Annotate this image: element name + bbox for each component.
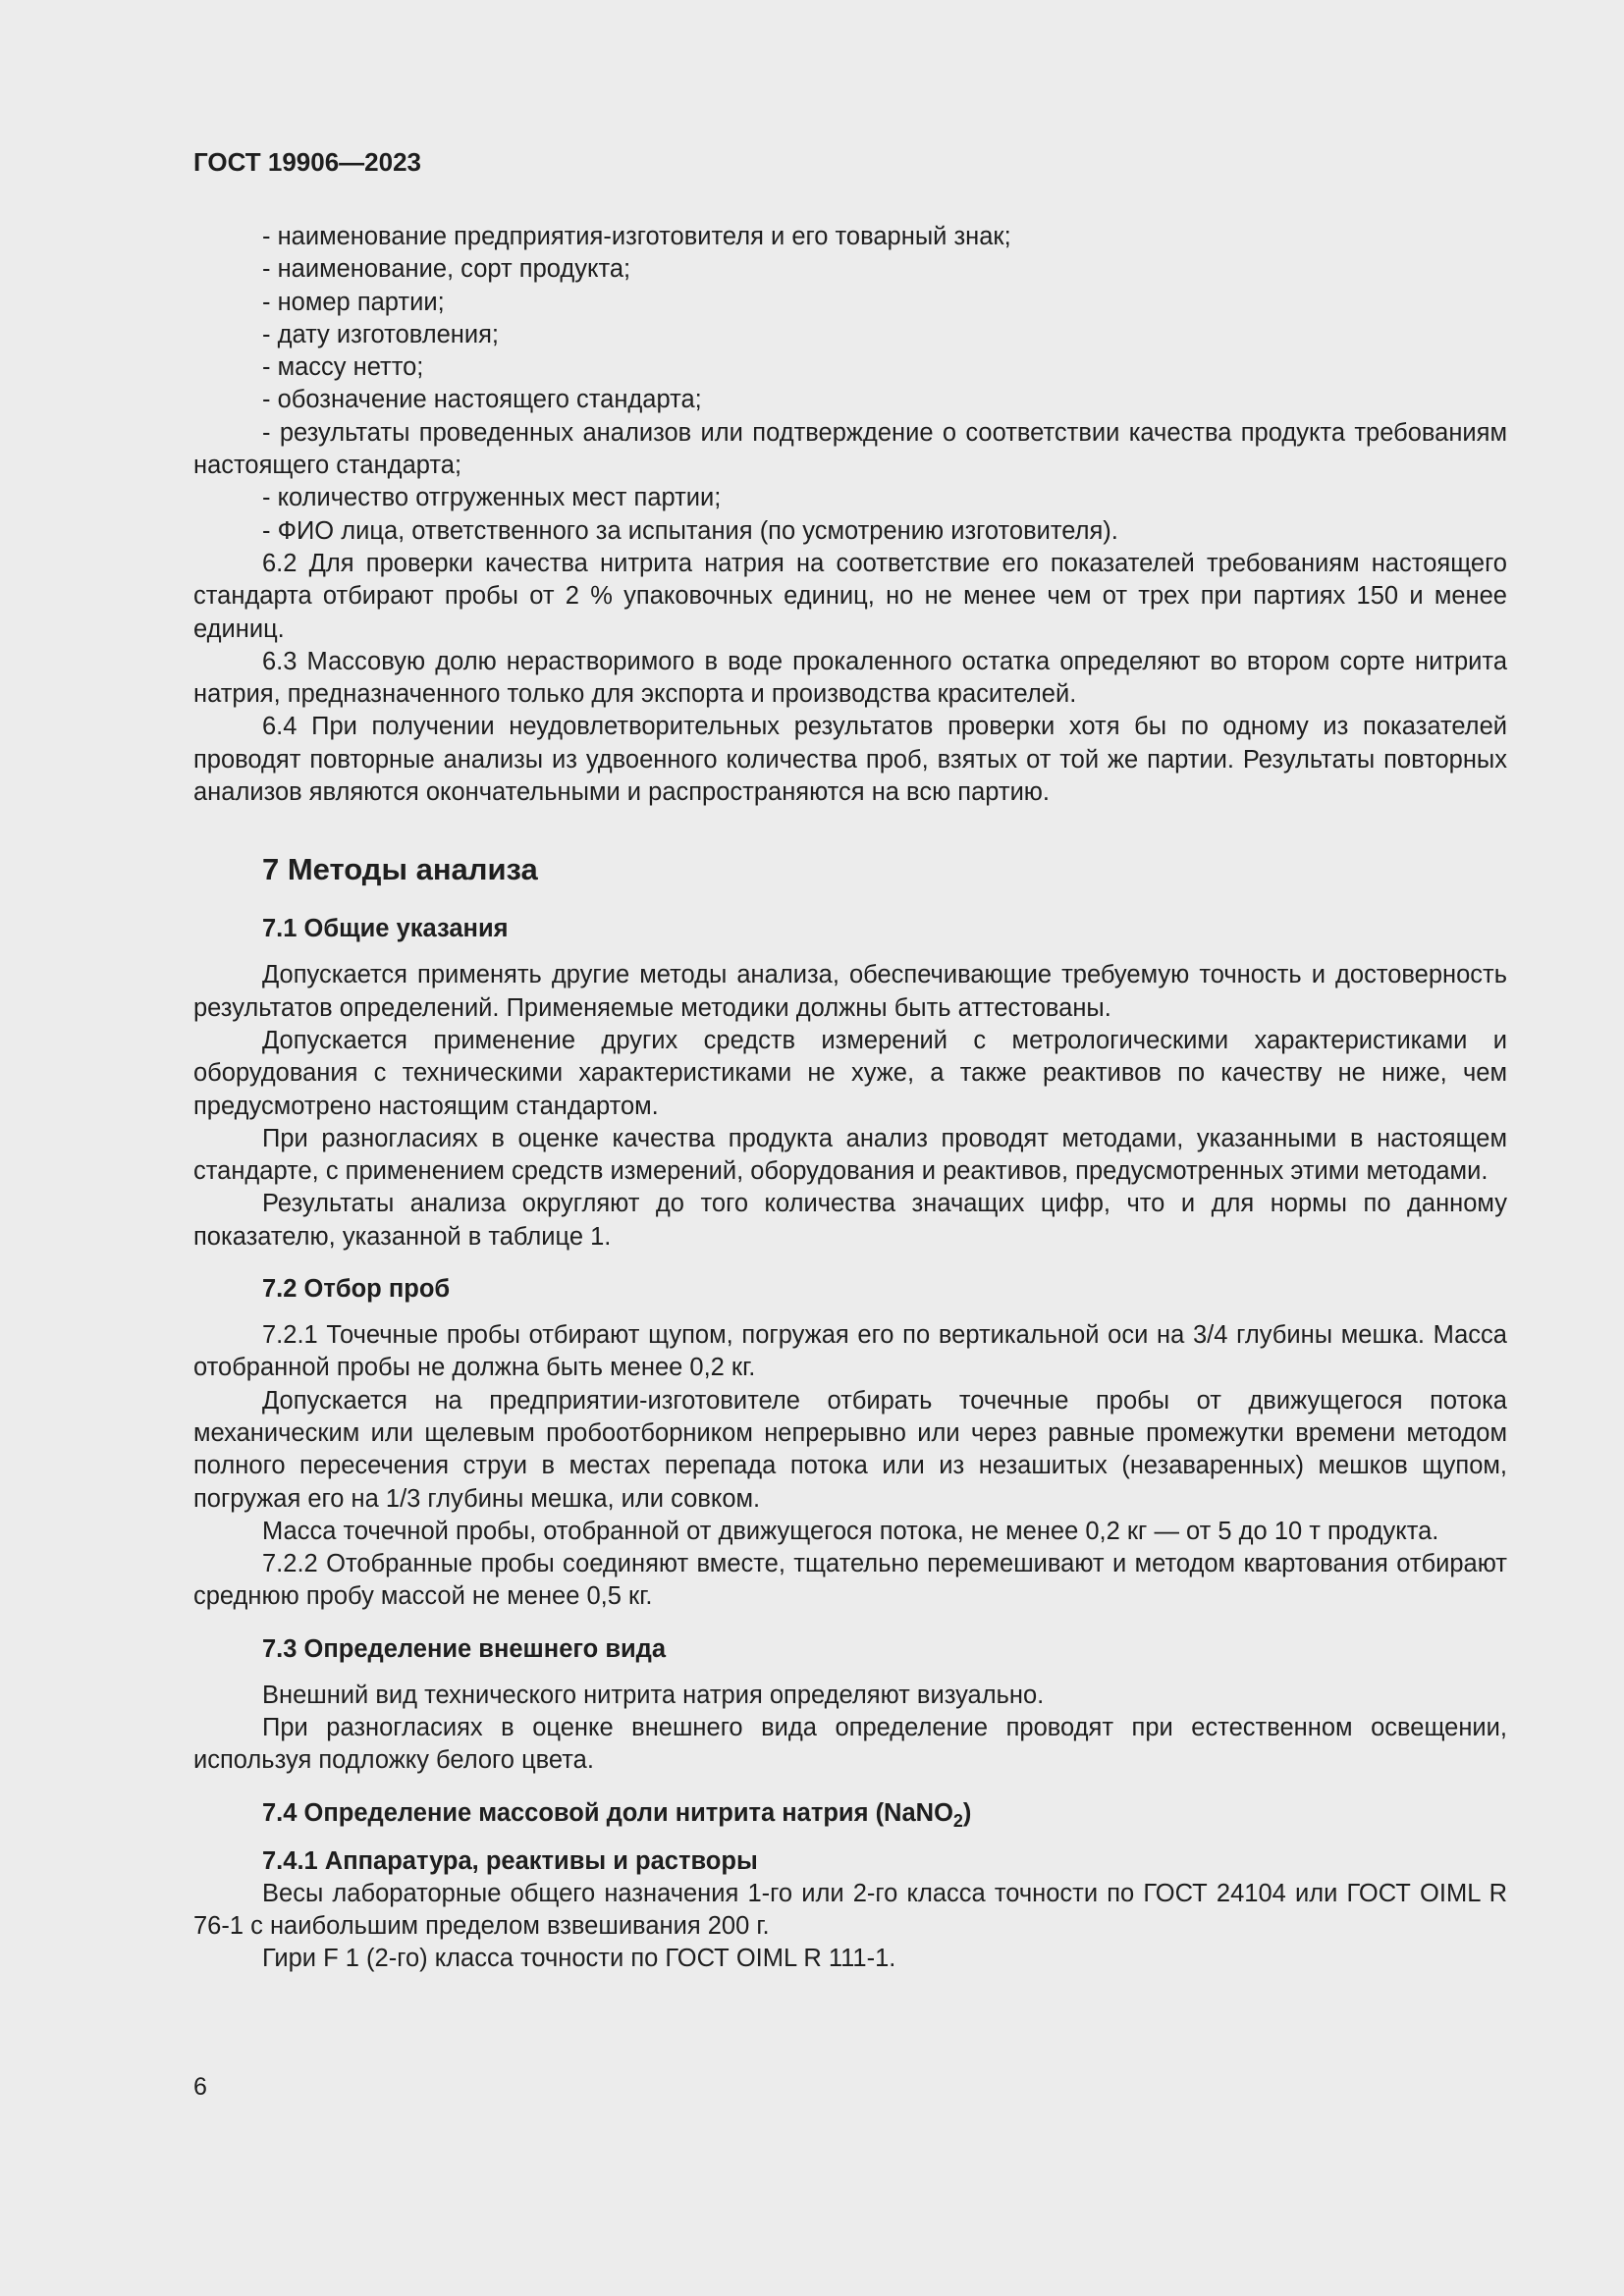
section-7-4-1-body [193,1878,1507,1976]
section-7-2-title: 7.2 Отбор проб [262,1275,451,1304]
paragraph: 7.2.1 Точечные пробы отбирают щупом, погружая его по вертикальной оси на 3/4 глубины мешка. Масса отобранной пробы не должна быть менее 0,2 кг. [193,1321,1507,1382]
section-7-4-1-title: 7.4.1 Аппаратура, реактивы и растворы [262,1846,758,1875]
document-code: ГОСТ 19906—2023 [193,147,421,177]
paragraph: Допускается применение других средств измерений с метрологическими характеристиками и оборудования с техническими характеристиками не хуже, а также реактивов по качеству не ниже, чем предусмотрено настоящим стандартом. [193,1026,1507,1120]
paragraph: Гири F 1 (2-го) класса точности по ГОСТ OIML R 111-1. [262,1945,896,1973]
subscript: 2 [952,1810,963,1831]
section-7-4-title [262,1799,1507,1832]
paragraph: 7.2.2 Отобранные пробы соединяют вместе, тщательно перемешивают и методом квартования отбирают среднюю пробу массой не менее 0,5 кг. [193,1550,1507,1611]
paragraph: Результаты анализа округляют до того количества значащих цифр, что и для нормы по данному показателю, указанной в таблице 1. [193,1190,1507,1251]
paragraph: При разногласиях в оценке качества продукта анализ проводят методами, указанными в настоящем стандарте, с применением средств измерений, оборудования и реактивов, предусмотренных этими методами. [193,1124,1507,1186]
page-number: 6 [193,2073,207,2101]
list-item: - количество отгруженных мест партии; [262,484,722,512]
list-item: - дату изготовления; [262,320,499,348]
list-item: - массу нетто; [262,353,424,382]
paragraph: При разногласиях в оценке внешнего вида определение проводят при естественном освещении, используя подложку белого цвета. [193,1713,1507,1775]
paragraph: Весы лабораторные общего назначения 1-го или 2-го класса точности по ГОСТ 24104 или ГОСТ OIML R 76-1 с наибольшим пределом взвешивания 200 г. [193,1879,1507,1940]
section-7-3-title: 7.3 Определение внешнего вида [262,1634,667,1663]
list-item: - ФИО лица, ответственного за испытания (по усмотрению изготовителя). [262,516,1118,545]
section-7-4-title-text: 7.4 Определение массовой доли нитрита натрия (NaNO [262,1798,953,1827]
list-item: - наименование, сорт продукта; [262,255,631,284]
section-7-1-body [193,959,1507,1254]
list-item: - номер партии; [262,288,445,316]
section-7-4-title-end: ) [962,1798,972,1827]
clause-6-2: 6.2 Для проверки качества нитрита натрия на соответствие его показателей требованиям настоящего стандарта отбирают пробы от 2 % упаковочных единиц, но не менее чем от трех при партиях 150 и менее единиц. [193,549,1507,643]
section-7-3-body [193,1680,1507,1778]
section-7-1-title: 7.1 Общие указания [262,915,509,943]
section-7-2-body [193,1319,1507,1614]
body-text [193,221,1507,809]
paragraph: Допускается на предприятии-изготовителе отбирать точечные пробы от движущегося потока механическим или щелевым пробоотборником непрерывно или через равные промежутки времени методом полного пересечения струи в местах перепада потока или из незашитых (незаваренных) мешков щупом, погружая его на 1/3 глубины мешка, или совком. [193,1386,1507,1513]
list-item: - результаты проведенных анализов или подтверждение о соответствии качества продукта требованиям настоящего стандарта; [193,418,1507,480]
list-item: - наименование предприятия-изготовителя и его товарный знак; [262,223,1011,250]
document-page [193,147,1507,1976]
clause-6-3: 6.3 Массовую долю нерастворимого в воде прокаленного остатка определяют во втором сорте нитрита натрия, предназначенного только для экспорта и производства красителей. [193,647,1507,709]
paragraph: Внешний вид технического нитрита натрия определяют визуально. [262,1681,1045,1709]
list-item: - обозначение настоящего стандарта; [262,386,702,414]
paragraph: Масса точечной пробы, отобранной от движущегося потока, не менее 0,2 кг — от 5 до 10 т продукта. [262,1517,1439,1545]
clause-6-4: 6.4 При получении неудовлетворительных результатов проверки хотя бы по одному из показателей проводят повторные анализы из удвоенного количества проб, взятых от той же партии. Результаты повторных анализов являются окончательными и распространяются на всю партию. [193,713,1507,807]
section-7-title: 7 Методы анализа [262,852,538,887]
paragraph: Допускается применять другие методы анализа, обеспечивающие требуемую точность и достоверность результатов определений. Применяемые методики должны быть аттестованы. [193,961,1507,1022]
